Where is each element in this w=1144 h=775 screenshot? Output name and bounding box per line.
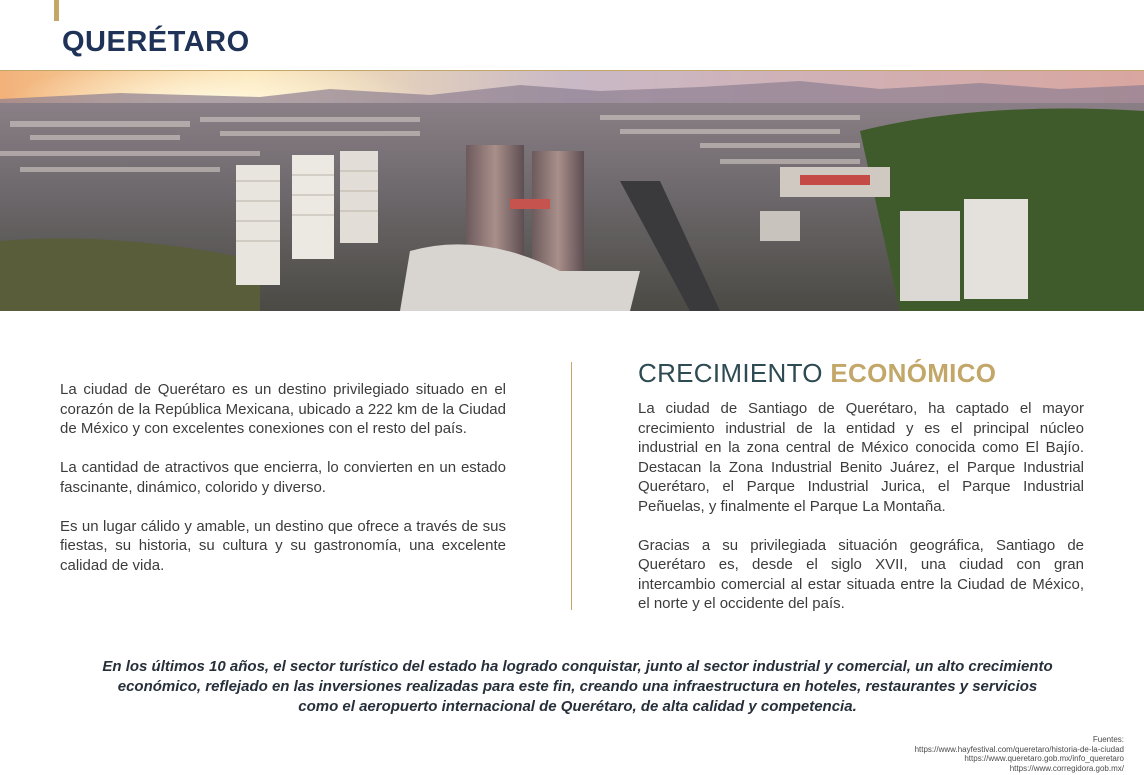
intro-paragraph: Es un lugar cálido y amable, un destino que ofrece a través de sus fiestas, su historia, su cultura y su gastronomía, una excelente calidad de vida. (60, 517, 506, 574)
economic-growth-column (638, 357, 1084, 633)
title-accent-bar (54, 0, 59, 21)
section-heading (638, 357, 1084, 389)
source-link[interactable]: https://www.corregidora.gob.mx/ (1009, 763, 1124, 773)
section-heading-highlight: ECONÓMICO (830, 358, 997, 388)
economic-paragraph: La ciudad de Santiago de Querétaro, ha captado el mayor crecimiento industrial de la entidad y es el principal núcleo industrial en la zona central de México conocida como El Bajío. Destacan la Zona Industrial Benito Juárez, el Parque Industrial Querétaro, el Parque Industrial Jurica, el Parque Industrial Peñuelas, y finalmente el Parque La Montaña. (638, 400, 1084, 515)
section-heading-plain: CRECIMIENTO (638, 358, 823, 388)
city-panorama-illustration (0, 71, 1144, 311)
intro-text-column (60, 380, 506, 595)
city-panorama-image (0, 70, 1144, 311)
sources-list (724, 735, 1124, 773)
source-link[interactable]: https://www.queretaro.gob.mx/info_queretaro (964, 754, 1124, 763)
intro-paragraph: La ciudad de Querétaro es un destino privilegiado situado en el corazón de la República Mexicana, ubicado a 222 km de la Ciudad de México y con excelentes conexiones con el resto del país. (60, 381, 506, 437)
source-link[interactable]: https://www.hayfestival.com/queretaro/historia-de-la-ciudad (914, 744, 1124, 754)
page-title: QUERÉTARO (62, 26, 250, 58)
economic-paragraph: Gracias a su privilegiada situación geográfica, Santiago de Querétaro es, desde el siglo XVII, una ciudad con gran intercambio comercial al estar situada entre la Ciudad de México, el norte y el occidente del país. (638, 536, 1084, 612)
highlight-quote: En los últimos 10 años, el sector turístico del estado ha logrado conquistar, junto al sector industrial y comercial, un alto crecimiento económico, reflejado en las inversiones realizadas para este fin, creando una infraestructura en hoteles, restaurantes y servicios como el aeropuerto internacional de Querétaro, de alta calidad y competencia. (102, 658, 1053, 715)
intro-paragraph: La cantidad de atractivos que encierra, lo convierten en un estado fascinante, dinámico, colorido y diverso. (60, 459, 506, 496)
sources-label: Fuentes: (1092, 735, 1124, 744)
column-divider (571, 362, 572, 610)
